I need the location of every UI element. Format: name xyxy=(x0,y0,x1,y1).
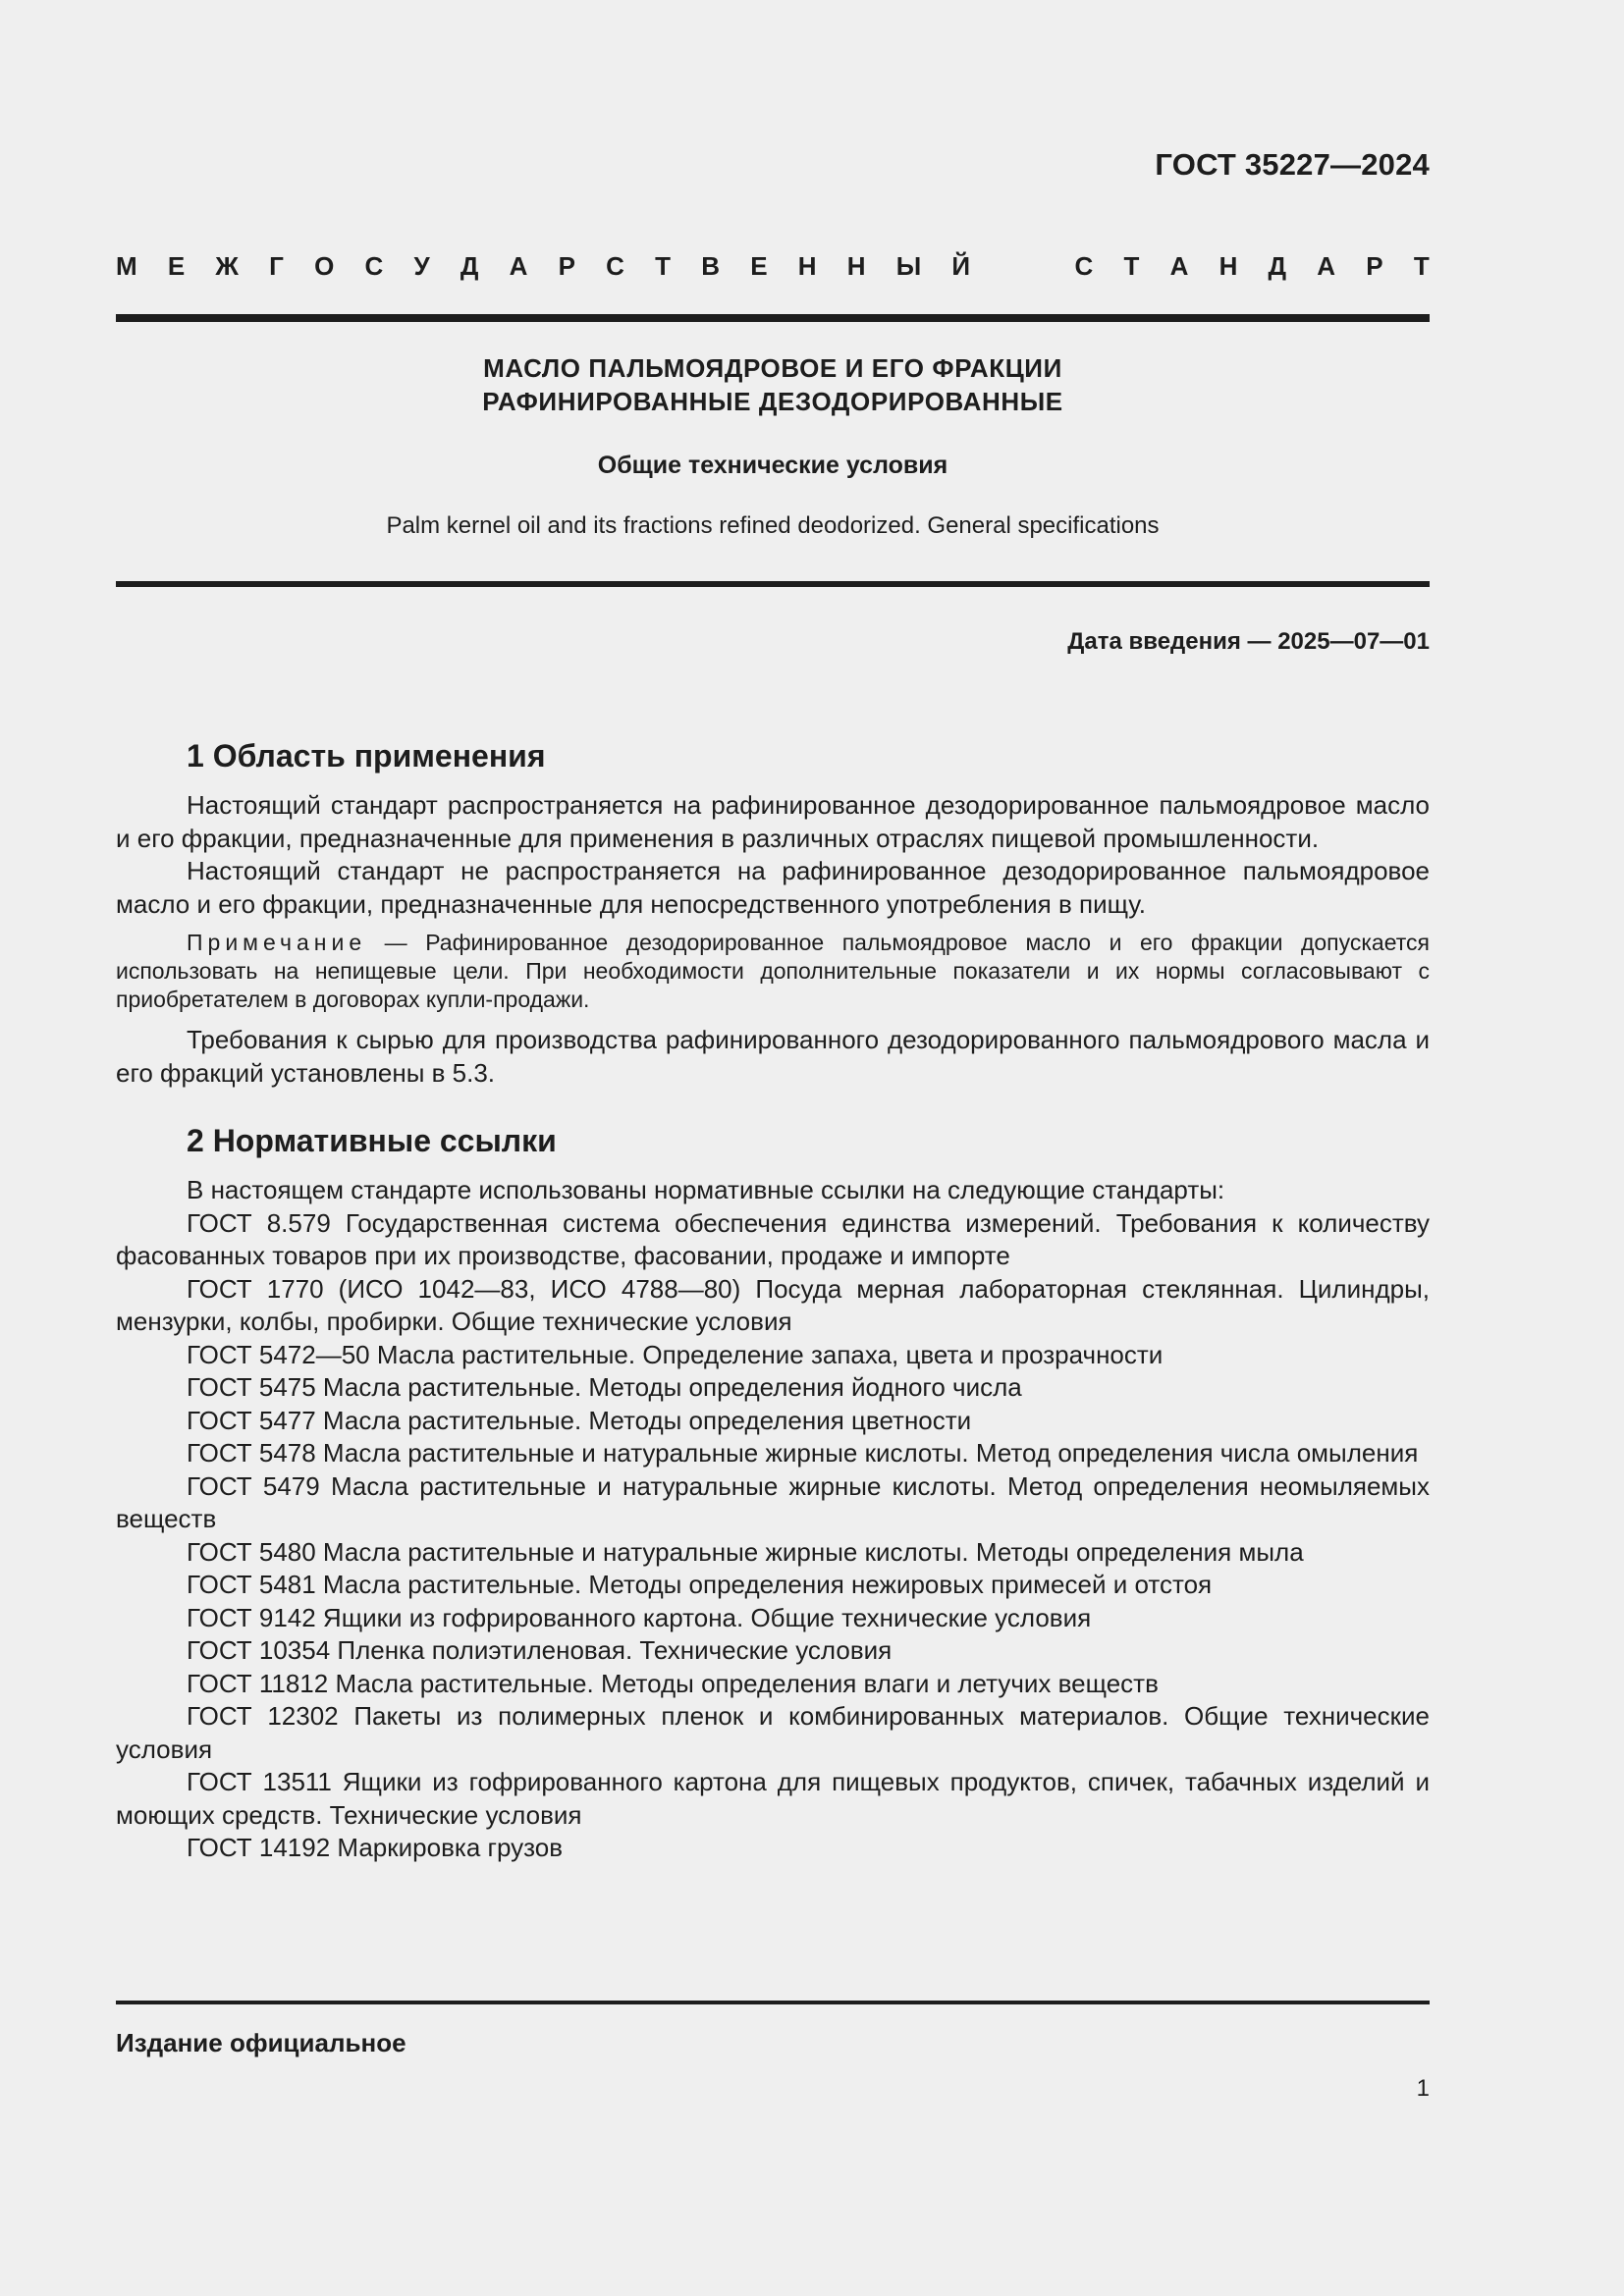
banner-letter: Д xyxy=(460,251,479,281)
document-body xyxy=(116,734,1430,1865)
document-subtitle: Общие технические условия xyxy=(597,452,948,479)
banner-letter: Н xyxy=(846,251,866,281)
note xyxy=(116,929,1430,1014)
section-1-paragraph: Настоящий стандарт распространяется на рафинированное дезодорированное пальмоядровое масло и его фракции, предназначенные для применения в различных отраслях пищевой промышленности. xyxy=(116,790,1430,853)
header-rule xyxy=(116,314,1430,322)
title-line-2: РАФИНИРОВАННЫЕ ДЕЗОДОРИРОВАННЫЕ xyxy=(482,387,1063,416)
banner-letter: С xyxy=(364,251,384,281)
banner-letter: Д xyxy=(1268,251,1287,281)
banner-letter: Т xyxy=(655,251,672,281)
reference-item: ГОСТ 5477 Масла растительные. Методы определения цветности xyxy=(187,1405,972,1435)
banner-letter: Н xyxy=(797,251,817,281)
references-intro: В настоящем стандарте использованы нормативные ссылки на следующие стандарты: xyxy=(187,1175,1225,1204)
banner-letter: Й xyxy=(951,251,971,281)
banner-letter: Е xyxy=(750,251,768,281)
reference-item: ГОСТ 10354 Пленка полиэтиленовая. Технические условия xyxy=(187,1635,893,1665)
banner-letter: Н xyxy=(1218,251,1238,281)
banner-letter: А xyxy=(1169,251,1189,281)
section-1-paragraph: Настоящий стандарт не распространяется на рафинированное дезодорированное пальмоядровое масло и его фракции, предназначенные для непосредственного употребления в пищу. xyxy=(116,856,1430,919)
title-rule xyxy=(116,581,1430,587)
reference-item: ГОСТ 5480 Масла растительные и натуральные жирные кислоты. Методы определения мыла xyxy=(187,1536,1304,1567)
banner-letter: А xyxy=(509,251,528,281)
reference-item: ГОСТ 14192 Маркировка грузов xyxy=(187,1833,564,1862)
banner-letter: Т xyxy=(1123,251,1140,281)
reference-item: ГОСТ 8.579 Государственная система обеспечения единства измерений. Требования к количеству фасованных товаров при их производстве, фасовании, продаже и импорте xyxy=(116,1207,1430,1270)
references-list xyxy=(116,1207,1430,1865)
banner-letter: Р xyxy=(558,251,575,281)
section-2-heading: 2 Нормативные ссылки xyxy=(187,1123,557,1158)
title-line-1: МАСЛО ПАЛЬМОЯДРОВОЕ И ЕГО ФРАКЦИИ xyxy=(483,353,1062,383)
banner-letter: С xyxy=(606,251,624,281)
reference-item: ГОСТ 1770 (ИСО 1042—83, ИСО 4788—80) Посуда мерная лабораторная стеклянная. Цилиндры, мензурки, колбы, пробирки. Общие технические условия xyxy=(116,1273,1430,1336)
section-1-paragraph: Требования к сырью для производства рафинированного дезодорированного пальмоядрового масла и его фракций установлены в 5.3. xyxy=(116,1025,1430,1088)
reference-item: ГОСТ 5478 Масла растительные и натуральные жирные кислоты. Метод определения числа омыления xyxy=(187,1438,1419,1468)
document-title xyxy=(116,351,1430,418)
banner-letter: С xyxy=(1074,251,1094,281)
banner-letter: О xyxy=(314,251,335,281)
banner-letter: Ж xyxy=(215,251,239,281)
official-edition-label: Издание официальное xyxy=(116,2028,406,2057)
reference-item: ГОСТ 13511 Ящики из гофрированного картона для пищевых продуктов, спичек, табачных изделий и моющих средств. Технические условия xyxy=(116,1767,1430,1830)
banner-letter: Р xyxy=(1366,251,1383,281)
banner-letter: Е xyxy=(167,251,186,281)
reference-item: ГОСТ 5481 Масла растительные. Методы определения нежировых примесей и отстоя xyxy=(187,1570,1213,1599)
reference-item: ГОСТ 11812 Масла растительные. Методы определения влаги и летучих веществ xyxy=(187,1668,1159,1698)
note-text: — Рафинированное дезодорированное пальмоядровое масло и его фракции допускается использовать на непищевые цели. При необходимости дополнительные показатели и их нормы согласовывают с приобретателем в договорах купли-продажи. xyxy=(116,930,1430,1012)
standard-type-banner xyxy=(116,251,1430,282)
banner-letter: В xyxy=(701,251,721,281)
note-label: Примечание xyxy=(187,930,367,955)
banner-letter: У xyxy=(413,251,430,281)
banner-letter: Г xyxy=(269,251,284,281)
section-1-heading: 1 Область применения xyxy=(187,738,546,774)
reference-item: ГОСТ 5472—50 Масла растительные. Определение запаха, цвета и прозрачности xyxy=(187,1339,1164,1369)
reference-item: ГОСТ 12302 Пакеты из полимерных пленок и комбинированных материалов. Общие технические условия xyxy=(116,1701,1430,1764)
banner-letter: А xyxy=(1317,251,1336,281)
reference-item: ГОСТ 5475 Масла растительные. Методы определения йодного числа xyxy=(187,1372,1022,1402)
english-title: Palm kernel oil and its fractions refined deodorized. General specifications xyxy=(386,512,1160,539)
banner-word-gap xyxy=(1001,251,1044,282)
reference-item: ГОСТ 5479 Масла растительные и натуральные жирные кислоты. Метод определения неомыляемых веществ xyxy=(116,1470,1430,1533)
banner-letter: М xyxy=(116,251,137,281)
page-number: 1 xyxy=(1416,2075,1430,2102)
standard-designation: ГОСТ 35227—2024 xyxy=(1155,147,1430,182)
banner-letter: Т xyxy=(1413,251,1430,281)
introduction-date: Дата введения — 2025—07—01 xyxy=(1067,628,1430,655)
banner-letter: Ы xyxy=(895,251,922,281)
footer-rule xyxy=(116,2001,1430,2004)
reference-item: ГОСТ 9142 Ящики из гофрированного картона. Общие технические условия xyxy=(187,1602,1092,1632)
